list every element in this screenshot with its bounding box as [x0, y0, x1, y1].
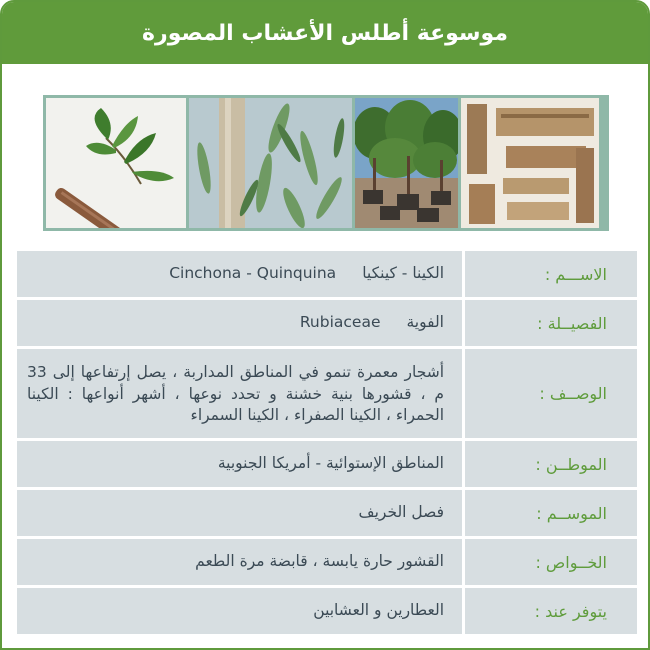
season-row	[17, 490, 637, 536]
family-arabic: الفوية	[406, 313, 444, 332]
plant-info-table	[17, 251, 637, 634]
family-value	[17, 300, 462, 346]
properties-row	[17, 539, 637, 585]
habitat-row	[17, 441, 637, 487]
description-label: الوصــف :	[465, 349, 637, 438]
name-label: الاســـم :	[465, 251, 637, 297]
bark-pieces-photo[interactable]	[461, 98, 599, 228]
properties-label: الخــواص :	[465, 539, 637, 585]
description-value: أشجار معمرة تنمو في المناطق المداربة ، يصل إرتفاعها إلى 33 م ، قشورها بنية خشنة و تحدد نوعها ، أشهر أنواعها : الكينا الحمراء ، الكينا الصفراء ، الكينا السمراء	[17, 349, 462, 438]
properties-value: القشور حارة يابسة ، قابضة مرة الطعم	[17, 539, 462, 585]
name-row	[17, 251, 637, 297]
eucalyptus-tree-photo[interactable]	[189, 98, 352, 228]
name-value	[17, 251, 462, 297]
family-latin: Rubiaceae	[299, 313, 381, 332]
season-value: فصل الخريف	[17, 490, 462, 536]
season-label: الموســم :	[465, 490, 637, 536]
family-label: الفصيــلة :	[465, 300, 637, 346]
leaves-and-bark-photo[interactable]	[46, 98, 186, 228]
name-arabic: الكينا - كينكيا	[362, 264, 444, 283]
family-row	[17, 300, 637, 346]
availability-value: العطارين و العشابين	[17, 588, 462, 634]
nursery-trees-photo[interactable]	[355, 98, 458, 228]
photo-gallery	[43, 95, 609, 231]
availability-row	[17, 588, 637, 634]
name-latin: Cinchona - Quinquina	[169, 264, 337, 283]
habitat-label: الموطــن :	[465, 441, 637, 487]
page-title: موسوعة أطلس الأعشاب المصورة	[2, 2, 648, 64]
habitat-value: المناطق الإستوائية - أمريكا الجنوبية	[17, 441, 462, 487]
description-row	[17, 349, 637, 438]
availability-label: يتوفر عند :	[465, 588, 637, 634]
